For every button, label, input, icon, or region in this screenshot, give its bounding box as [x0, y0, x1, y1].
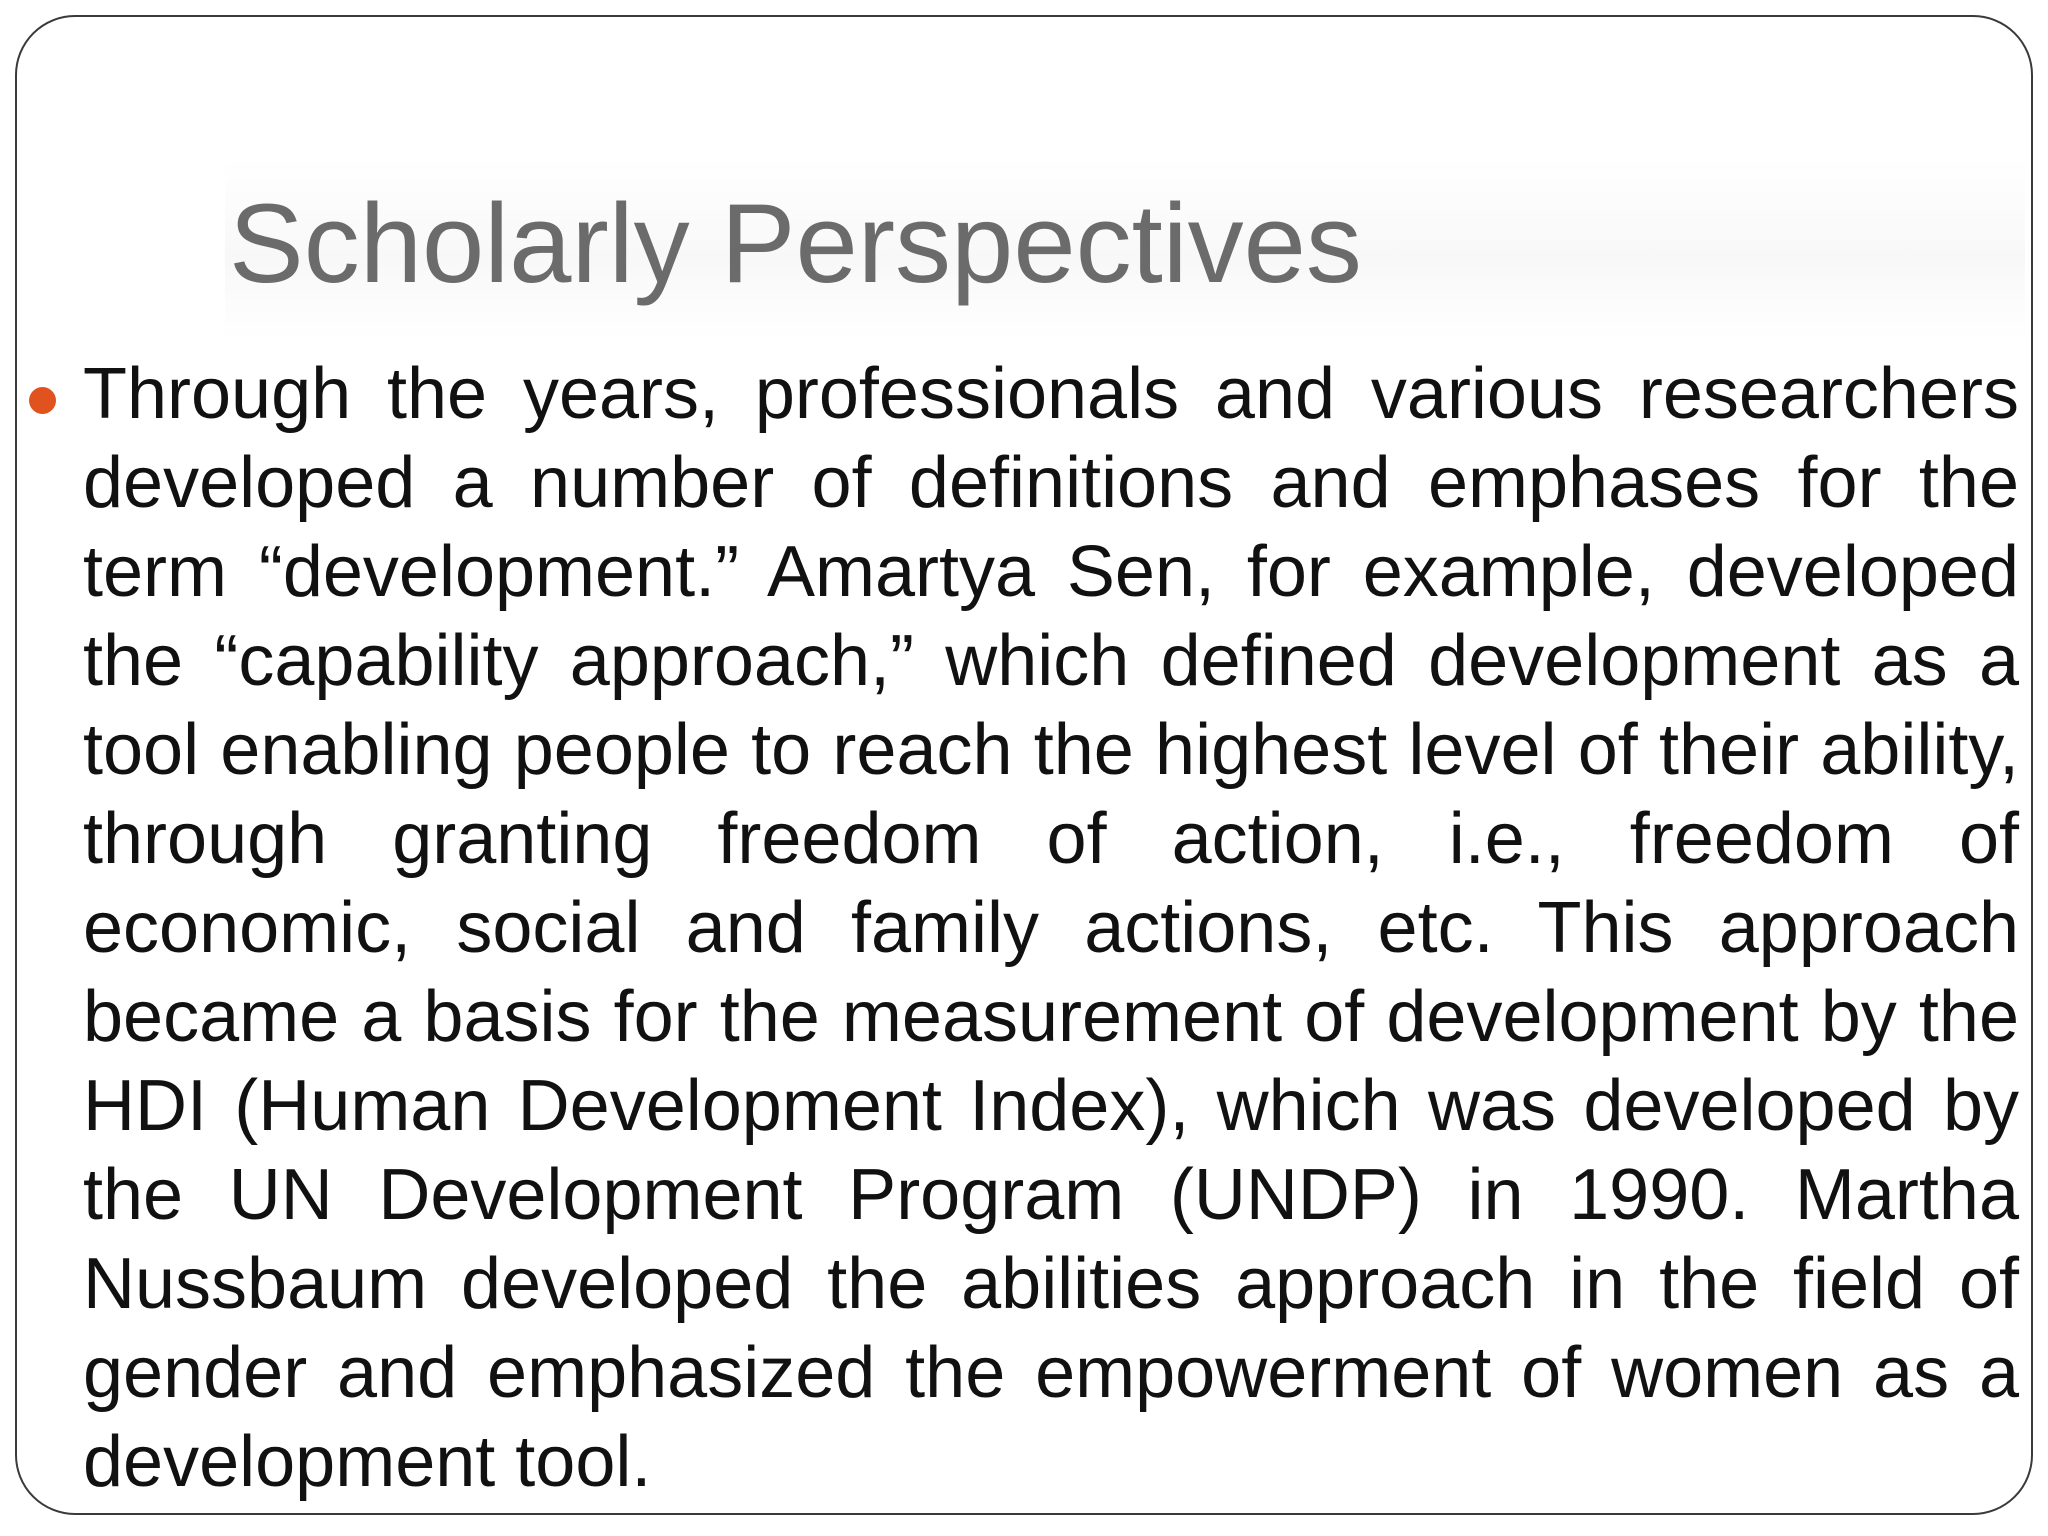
bullet-dot-icon [29, 387, 56, 414]
slide-frame [15, 15, 2033, 1515]
slide-title: Scholarly Perspectives [229, 181, 1362, 306]
bullet-text: Through the years, professionals and various researchers developed a number of definitions and emphases for the term “development.” Amartya Sen, for example, developed the “capability approach,” which defined development as a tool enabling people to reach the highest level of their ability, through granting freedom of action, i.e., freedom of economic, social and family actions, etc. This approach became a basis for the measurement of development by the HDI (Human Development Index), which was developed by the UN Development Program (UNDP) in 1990. Martha Nussbaum developed the abilities approach in the field of gender and emphasized the empowerment of women as a development tool. [83, 354, 2019, 1502]
